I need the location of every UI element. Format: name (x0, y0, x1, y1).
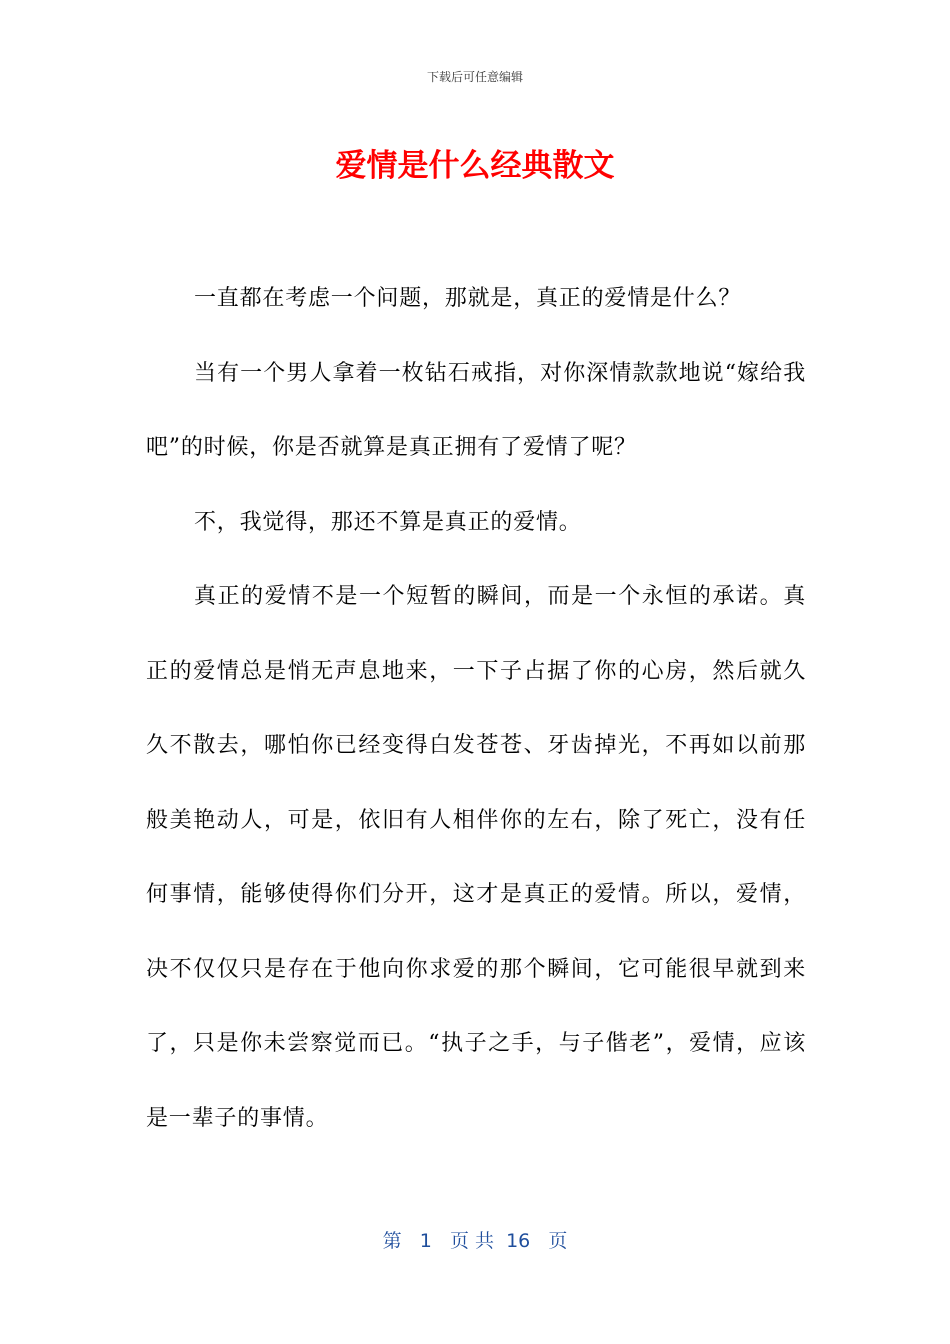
footer-total-pages: 16 (506, 1230, 531, 1252)
footer-label-page: 第 (382, 1230, 402, 1252)
page-title: 爱情是什么经典散文 (335, 148, 615, 184)
paragraph-1: 一直都在考虑一个问题，那就是，真正的爱情是什么？ (194, 286, 742, 311)
paragraph-2: 当有一个男人拿着一枚钻石戒指，对你深情款款地说“嫁给我吧”的时候，你是否就算是真正拥有了爱情了呢？ (146, 360, 806, 460)
paragraph-3: 不，我觉得，那还不算是真正的爱情。 (194, 509, 582, 535)
header-note: 下载后可任意编辑 (426, 70, 523, 84)
footer-label-end: 页 (548, 1230, 568, 1252)
paragraph-4: 真正的爱情不是一个短暂的瞬间，而是一个永恒的承诺。真正的爱情总是悄无声息地来，一下子占据了你的心房，然后就久久不散去，哪怕你已经变得白发苍苍、牙齿掉光，不再如以前那般美艳动人，可是，依旧有人相伴你的左右，除了死亡，没有任何事情，能够使得你们分开，这才是真正的爱情。所以，爱情，决不仅仅只是存在于他向你求爱的那个瞬间，它可能很早就到来了，只是你未尝察觉而已。“执子之手，与子偕老”，爱情，应该是一辈子的事情。 (146, 584, 806, 1131)
footer-current-page: 1 (419, 1230, 432, 1252)
document-body (146, 262, 806, 1156)
footer-label-total: 页 共 (449, 1230, 494, 1252)
page-footer (0, 1226, 950, 1253)
